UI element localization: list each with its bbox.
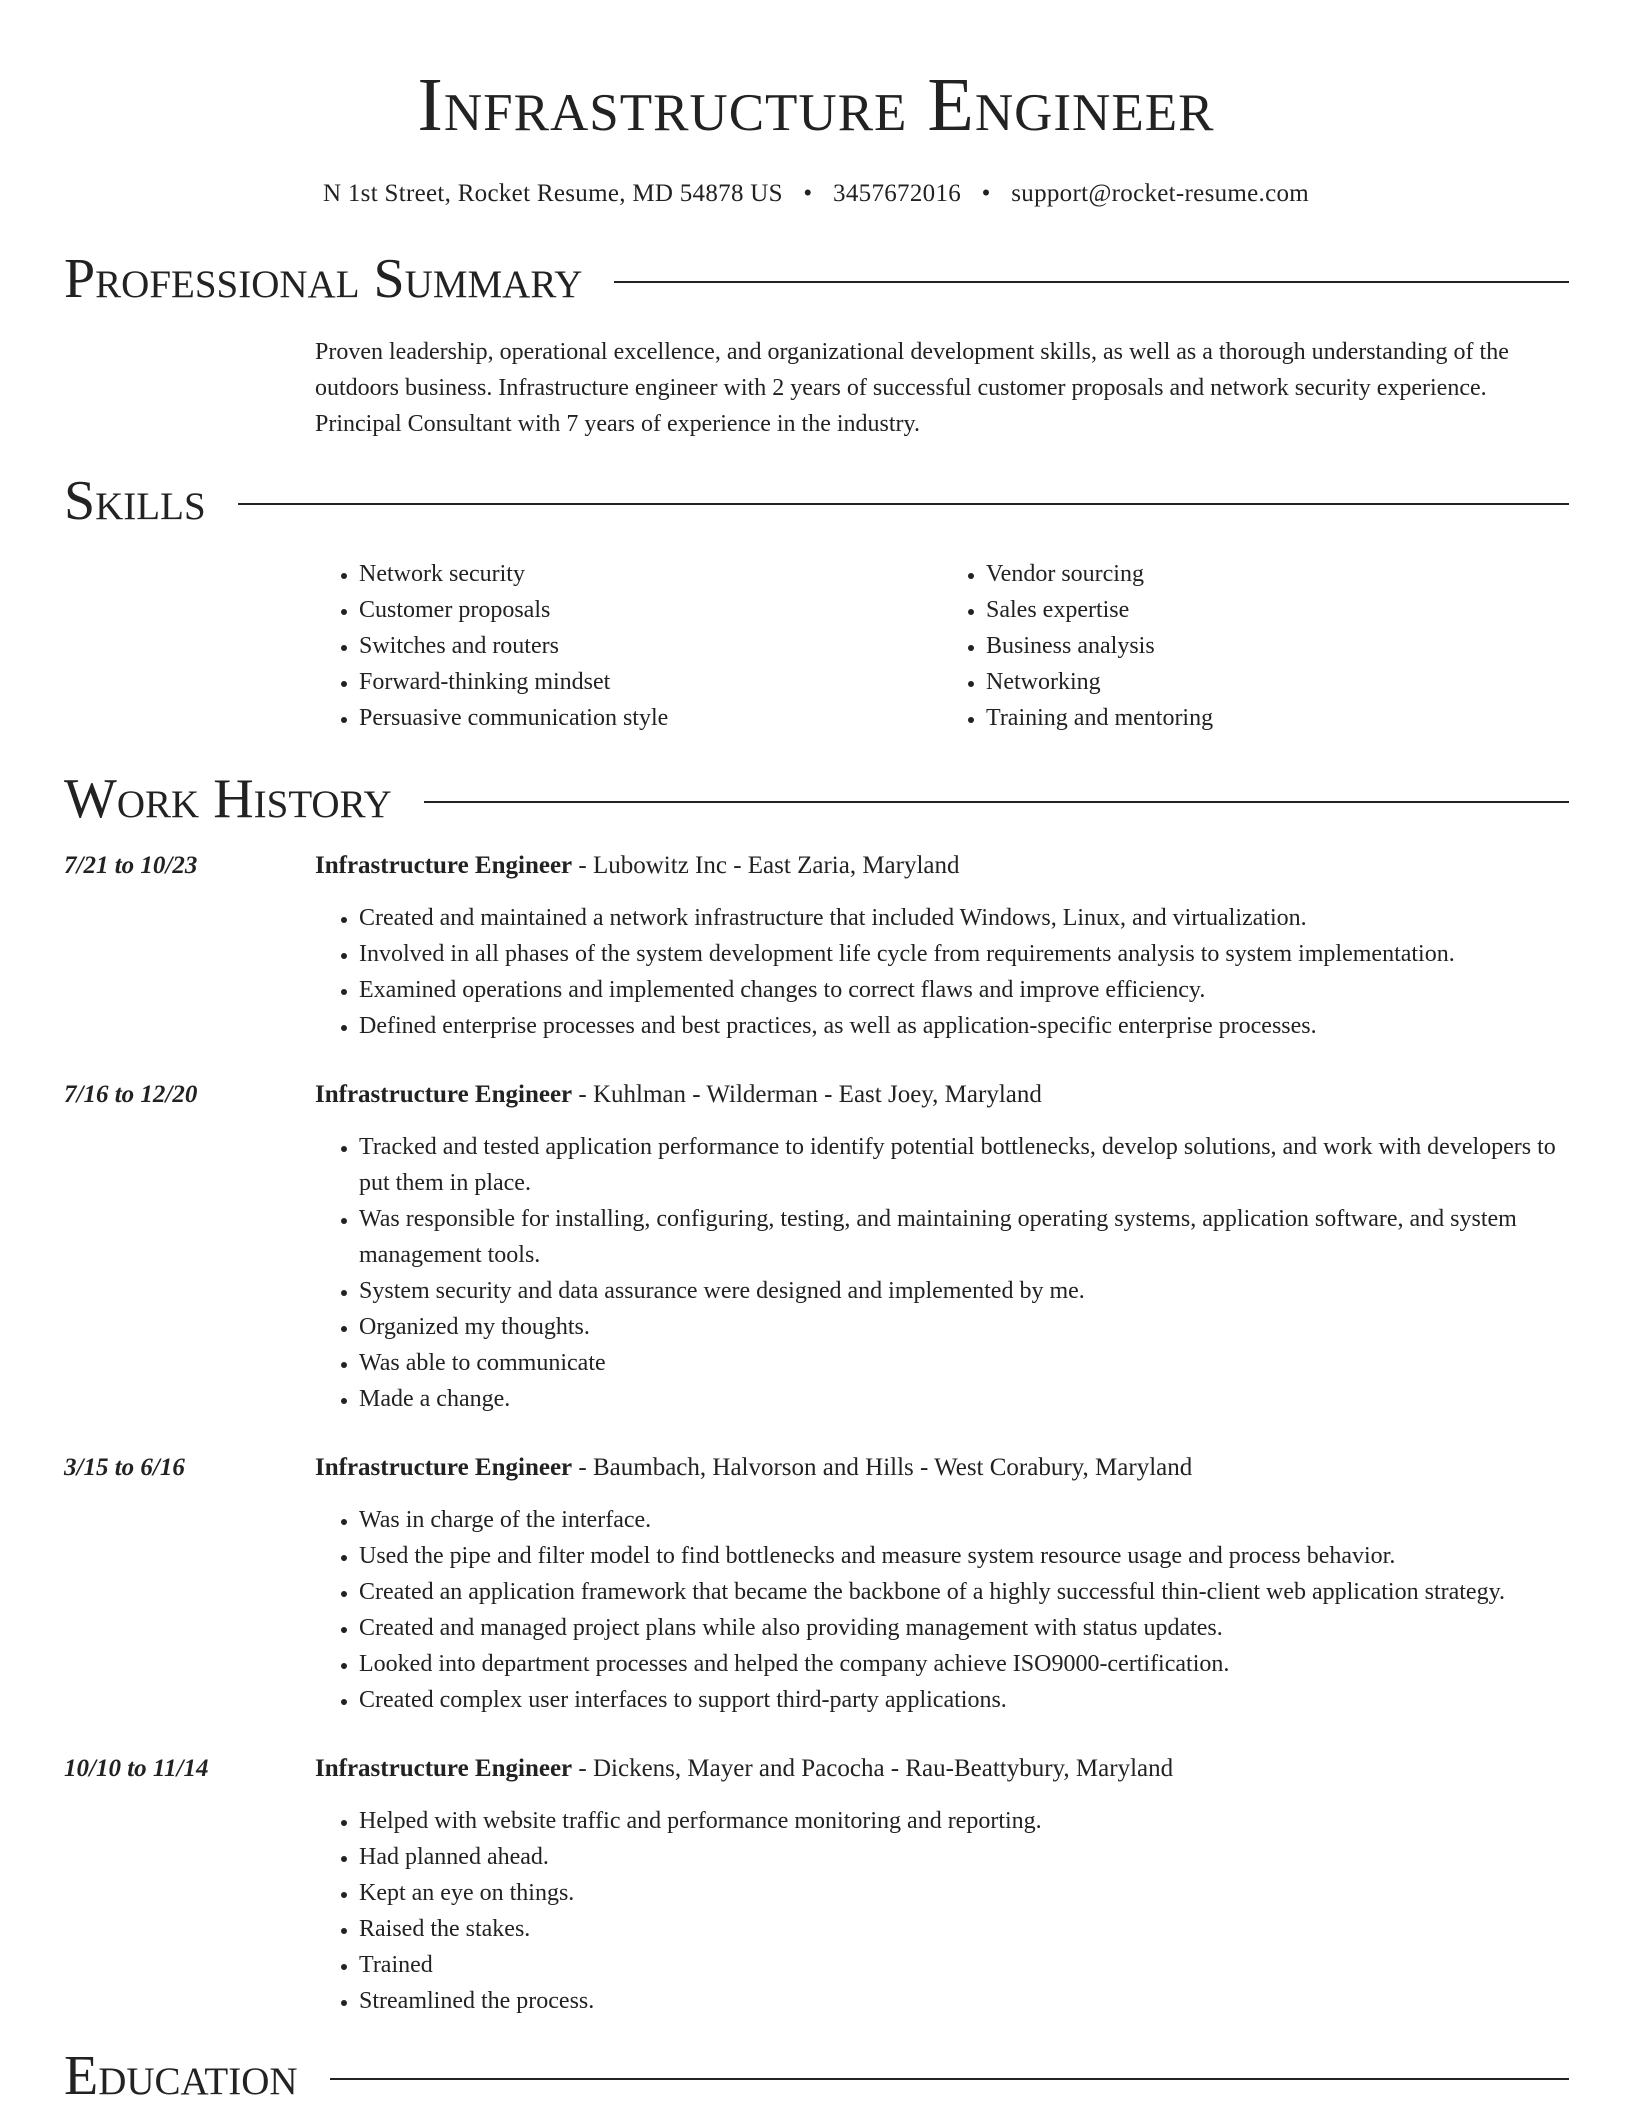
skill-item: • Networking (986, 664, 1569, 700)
section-title: Education (64, 2045, 298, 2107)
job-title: Infrastructure Engineer (315, 852, 573, 879)
contact-address: N 1st Street, Rocket Resume, MD 54878 US (322, 180, 783, 207)
job-bullet: • Kept an eye on things. (359, 1875, 1569, 1911)
job-bullet: • Raised the stakes. (359, 1911, 1569, 1947)
job-employer: - Baumbach, Halvorson and Hills - West Corabury, Maryland (572, 1454, 1193, 1481)
job-heading (315, 1077, 1569, 1113)
job-entry (64, 1450, 1569, 1718)
job-bullet: • Created and maintained a network infrastructure that included Windows, Linux, and virtualization. (359, 900, 1569, 936)
job-bullet: • Trained (359, 1947, 1569, 1983)
job-bullet: • Was able to communicate (359, 1345, 1569, 1381)
skill-item: • Training and mentoring (986, 700, 1569, 736)
job-bullet: • Made a change. (359, 1381, 1569, 1417)
section-title: Professional Summary (64, 248, 583, 310)
job-bullet: • Created complex user interfaces to support third-party applications. (359, 1682, 1569, 1718)
contact-email: support@rocket-resume.com (1011, 180, 1310, 207)
section-education-heading (64, 2043, 1569, 2109)
contact-separator: • (981, 180, 991, 207)
job-title: Infrastructure Engineer (315, 1454, 573, 1481)
contact-separator: • (803, 180, 813, 207)
skill-item: • Network security (359, 556, 942, 592)
skill-item: • Customer proposals (359, 592, 942, 628)
job-bullets (315, 1129, 1569, 1417)
job-entry (64, 1751, 1569, 2019)
job-bullet: • Used the pipe and filter model to find bottlenecks and measure system resource usage and process behavior. (359, 1538, 1569, 1574)
job-heading (315, 848, 1569, 884)
job-bullet: • Was responsible for installing, configuring, testing, and maintaining operating systems, application software, and system management tools. (359, 1201, 1569, 1273)
skill-item: • Vendor sourcing (986, 556, 1569, 592)
contact-phone: 3457672016 (833, 180, 962, 207)
job-heading (315, 1450, 1569, 1486)
skill-item: • Persuasive communication style (359, 700, 942, 736)
job-bullet: • Created and managed project plans while also providing management with status updates. (359, 1610, 1569, 1646)
contact-line (0, 180, 1632, 208)
resume-name: Infrastructure Engineer (417, 63, 1215, 147)
section-summary-heading (64, 246, 1569, 312)
job-bullet: • Helped with website traffic and performance monitoring and reporting. (359, 1803, 1569, 1839)
job-entry (64, 848, 1569, 1044)
job-bullet: • System security and data assurance were designed and implemented by me. (359, 1273, 1569, 1309)
summary-text: Proven leadership, operational excellence, and organizational development skills, as well as a thorough understanding of the outdoors business. Infrastructure engineer with 2 years of successful customer proposals and network security experience. Principal Consultant with 7 years of experience in the industry. (315, 339, 1509, 437)
job-dates: 3/15 to 6/16 (64, 1454, 185, 1481)
job-bullet: • Tracked and tested application performance to identify potential bottlenecks, develop solutions, and work with developers to put them in place. (359, 1129, 1569, 1201)
job-employer: - Dickens, Mayer and Pacocha - Rau-Beattybury, Maryland (572, 1755, 1174, 1782)
job-heading (315, 1751, 1569, 1787)
resume-header (0, 0, 1632, 208)
section-work-heading (64, 766, 1569, 832)
section-divider (424, 801, 1569, 803)
section-title: Skills (64, 470, 206, 532)
job-dates: 7/16 to 12/20 (64, 1081, 198, 1108)
job-entry (64, 1077, 1569, 1417)
section-divider (614, 281, 1569, 283)
job-dates: 10/10 to 11/14 (64, 1755, 209, 1782)
job-employer: - Lubowitz Inc - East Zaria, Maryland (572, 852, 960, 879)
job-employer: - Kuhlman - Wilderman - East Joey, Maryland (572, 1081, 1042, 1108)
job-bullet: • Defined enterprise processes and best practices, as well as application-specific enterprise processes. (359, 1008, 1569, 1044)
job-bullets (315, 1803, 1569, 2019)
section-skills-heading (64, 468, 1569, 534)
job-bullet: • Created an application framework that became the backbone of a highly successful thin-client web application strategy. (359, 1574, 1569, 1610)
skills-column-left (315, 556, 942, 736)
section-divider (330, 2078, 1569, 2080)
skill-item: • Switches and routers (359, 628, 942, 664)
job-bullet: • Organized my thoughts. (359, 1309, 1569, 1345)
skill-item: • Sales expertise (986, 592, 1569, 628)
skills-list (315, 556, 1569, 736)
job-bullet: • Streamlined the process. (359, 1983, 1569, 2019)
section-title: Work History (64, 768, 392, 830)
job-bullets (315, 900, 1569, 1044)
job-dates: 7/21 to 10/23 (64, 852, 198, 879)
job-bullets (315, 1502, 1569, 1718)
job-bullet: • Had planned ahead. (359, 1839, 1569, 1875)
job-bullet: • Examined operations and implemented changes to correct flaws and improve efficiency. (359, 972, 1569, 1008)
skills-column-right (942, 556, 1569, 736)
job-title: Infrastructure Engineer (315, 1081, 573, 1108)
skill-item: • Business analysis (986, 628, 1569, 664)
job-bullet: • Looked into department processes and helped the company achieve ISO9000-certification. (359, 1646, 1569, 1682)
section-divider (238, 503, 1569, 505)
job-title: Infrastructure Engineer (315, 1755, 573, 1782)
job-bullet: • Was in charge of the interface. (359, 1502, 1569, 1538)
job-bullet: • Involved in all phases of the system development life cycle from requirements analysis to system implementation. (359, 936, 1569, 972)
skill-item: • Forward-thinking mindset (359, 664, 942, 700)
